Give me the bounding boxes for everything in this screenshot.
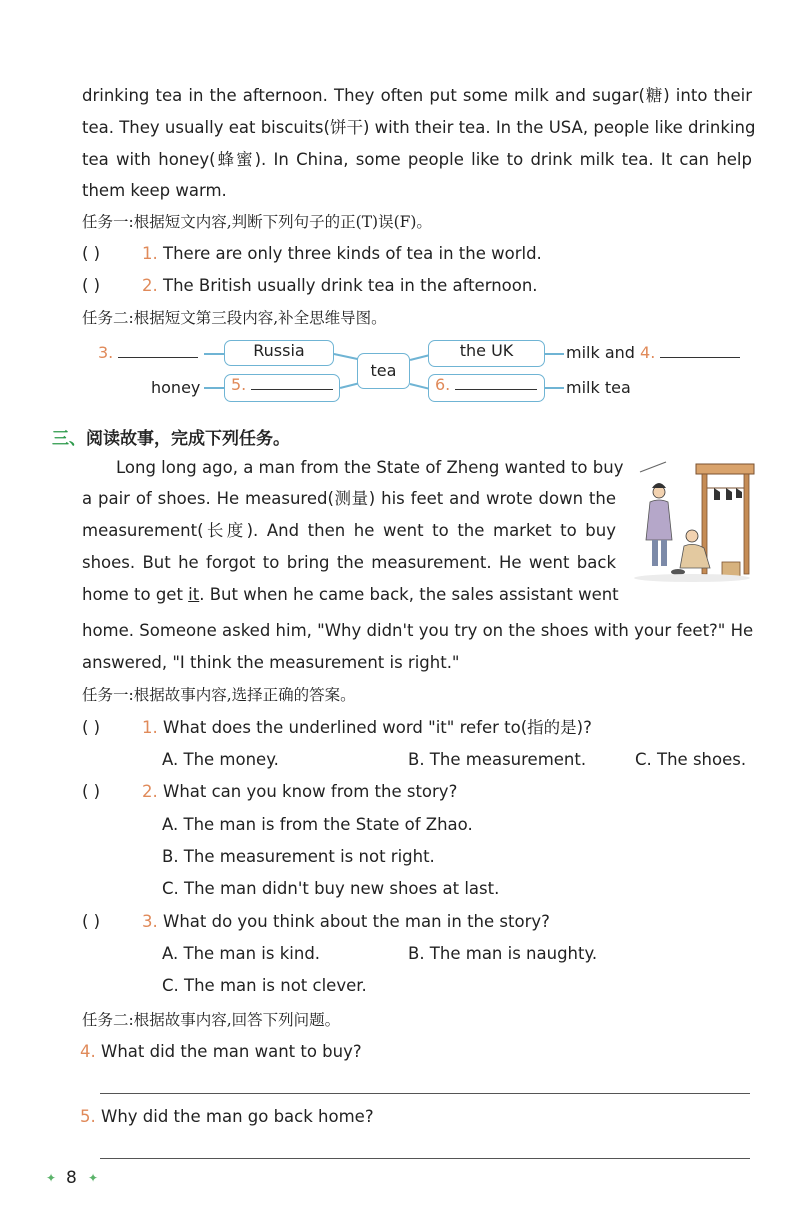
mc-question-2: 2. What can you know from the story? — [142, 782, 458, 801]
connector — [204, 353, 224, 355]
qa-question-4: 4. What did the man want to buy? — [80, 1042, 362, 1061]
qa-question-5: 5. Why did the man go back home? — [80, 1107, 374, 1126]
story-line-3: measurement(长度). And then he went to the market to buy — [82, 521, 616, 540]
mindmap-blank-5[interactable]: 5. — [224, 374, 340, 402]
connector — [334, 353, 358, 359]
question-number: 2. — [142, 276, 158, 295]
mc-q1-option-b[interactable]: B. The measurement. — [408, 750, 587, 769]
qa-instruction: 任务二:根据故事内容,回答下列问题。 — [82, 1011, 341, 1029]
passage-line-4: them keep warm. — [82, 181, 227, 200]
mc-instruction: 任务一:根据故事内容,选择正确的答案。 — [82, 686, 356, 704]
mc-question-3: 3. What do you think about the man in the story? — [142, 912, 550, 931]
answer-paren-mc-1[interactable]: ( ) — [82, 718, 101, 737]
connector — [340, 383, 358, 389]
story-line-1: Long long ago, a man from the State of Zheng wanted to buy — [116, 458, 624, 477]
mindmap-blank-6[interactable]: 6. — [428, 374, 545, 402]
connector — [204, 387, 224, 389]
story-line-7: answered, "I think the measurement is right." — [82, 653, 460, 672]
mc-q2-option-b[interactable]: B. The measurement is not right. — [162, 847, 435, 866]
connector — [410, 383, 429, 389]
story-line-4: shoes. But he forgot to bring the measurement. He went back — [82, 553, 616, 572]
footer-leaf-icon-right: ✦ — [88, 1171, 99, 1185]
tf-question-2 — [142, 276, 538, 296]
mc-q3-option-a[interactable]: A. The man is kind. — [162, 944, 321, 963]
mc-q3-option-b[interactable]: B. The man is naughty. — [408, 944, 598, 963]
footer-leaf-icon-left: ✦ — [46, 1171, 57, 1185]
passage-line-1: drinking tea in the afternoon. They often put some milk and sugar(糖) into their — [82, 86, 752, 105]
mc-q2-option-a[interactable]: A. The man is from the State of Zhao. — [162, 815, 473, 834]
mc-q1-option-c[interactable]: C. The shoes. — [635, 750, 747, 769]
task1-instruction: 任务一:根据短文内容,判断下列句子的正(T)误(F)。 — [82, 213, 432, 231]
mindmap-node-russia: Russia — [224, 340, 334, 366]
answer-line-4[interactable] — [100, 1093, 750, 1094]
underlined-word-it: it — [188, 585, 200, 604]
section-number: 三、 — [52, 429, 86, 449]
mindmap-label-milk-tea: milk tea — [566, 378, 631, 397]
mindmap-blank-3[interactable]: 3. — [98, 343, 198, 363]
question-text: The British usually drink tea in the afternoon. — [163, 276, 538, 295]
answer-paren-mc-3[interactable]: ( ) — [82, 912, 101, 931]
answer-paren-1[interactable]: ( ) — [82, 244, 101, 263]
mc-q1-option-a[interactable]: A. The money. — [162, 750, 279, 769]
story-line-2: a pair of shoes. He measured(测量) his feet and wrote down the — [82, 489, 616, 508]
answer-line-5[interactable] — [100, 1158, 750, 1159]
mindmap-center-tea: tea — [357, 353, 410, 389]
answer-paren-mc-2[interactable]: ( ) — [82, 782, 101, 801]
story-line-5: home to get it. But when he came back, the sales assistant went — [82, 585, 619, 604]
question-number: 1. — [142, 244, 158, 263]
mc-question-1: 1. What does the underlined word "it" refer to(指的是)? — [142, 718, 592, 737]
tf-question-1 — [142, 244, 542, 264]
mc-q2-option-c[interactable]: C. The man didn't buy new shoes at last. — [162, 879, 500, 898]
mindmap-blank-4[interactable]: milk and 4. — [566, 343, 740, 363]
task2-instruction: 任务二:根据短文第三段内容,补全思维导图。 — [82, 309, 387, 327]
answer-paren-2[interactable]: ( ) — [82, 276, 101, 295]
mindmap-label-honey: honey — [151, 378, 201, 397]
connector — [410, 354, 429, 360]
passage-line-2: tea. They usually eat biscuits(饼干) with their tea. In the USA, people like drinking — [82, 118, 756, 137]
mindmap-node-uk: the UK — [428, 340, 545, 367]
page-number: 8 — [66, 1168, 77, 1188]
story-line-6: home. Someone asked him, "Why didn't you try on the shoes with your feet?" He — [82, 621, 754, 640]
connector — [545, 387, 564, 389]
connector — [545, 353, 564, 355]
passage-line-3: tea with honey(蜂蜜). In China, some people like to drink milk tea. It can help — [82, 150, 752, 169]
mc-q3-option-c[interactable]: C. The man is not clever. — [162, 976, 367, 995]
section-heading: 阅读故事，完成下列任务。 — [86, 429, 290, 449]
question-text: There are only three kinds of tea in the world. — [163, 244, 542, 263]
story-illustration — [626, 458, 758, 586]
section-title — [52, 428, 290, 450]
